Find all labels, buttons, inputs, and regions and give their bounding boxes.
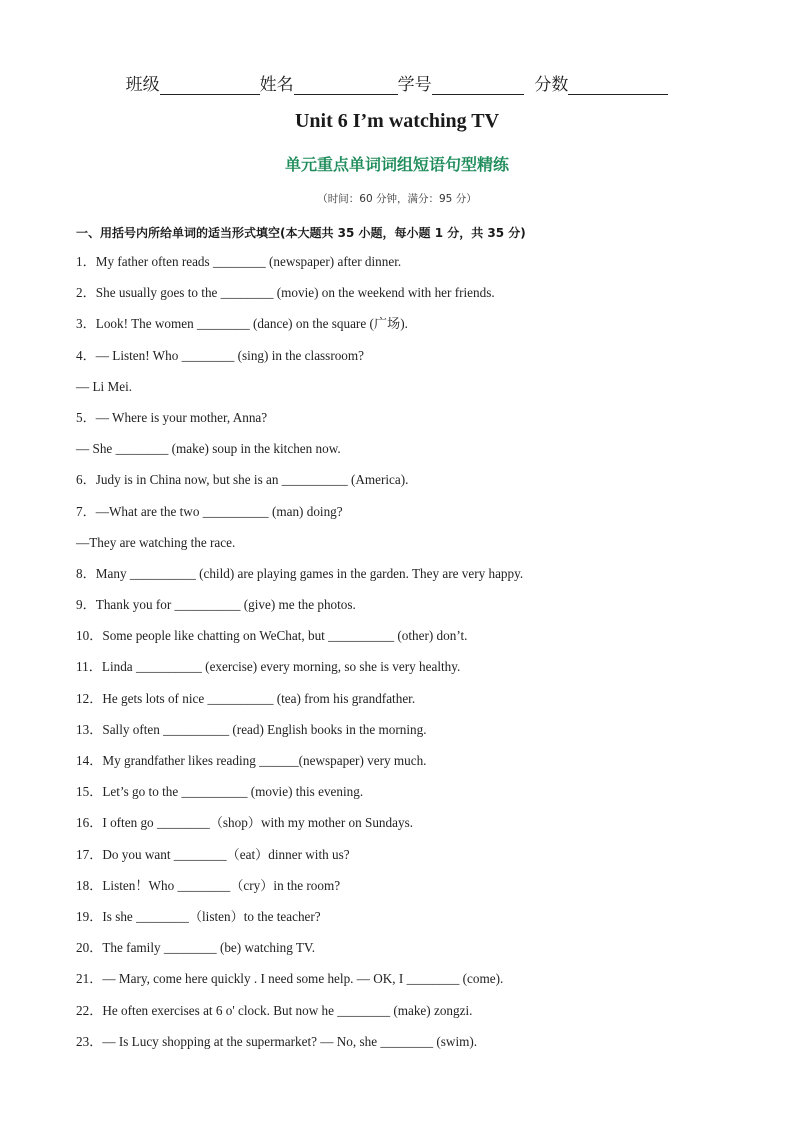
question-line: 16．I often go ________（shop）with my mother on Sundays.	[76, 815, 413, 831]
student-info-line	[0, 70, 794, 95]
section-heading: 一、用括号内所给单词的适当形式填空(本大题共 35 小题，每小题 1 分，共 35 分)	[76, 226, 526, 240]
question-line: 7．—What are the two __________ (man) doing?	[76, 503, 343, 519]
question-line: 2．She usually goes to the ________ (movie) on the weekend with her friends.	[76, 285, 495, 301]
name-label: 姓名	[259, 75, 294, 95]
question-line: 21．— Mary, come here quickly . I need some help. — OK, I ________ (come).	[76, 971, 504, 987]
answer-line: — She ________ (make) soup in the kitchen now.	[76, 441, 341, 457]
question-line: 14．My grandfather likes reading ______(newspaper) very much.	[76, 753, 427, 768]
question-line: 4．— Listen! Who ________ (sing) in the classroom?	[76, 347, 365, 363]
question-line: 6．Judy is in China now, but she is an __________ (America).	[76, 472, 409, 488]
question-line: 22．He often exercises at 6 o' clock. But now he ________ (make) zongzi.	[76, 1002, 473, 1018]
question-line: 17．Do you want ________（eat）dinner with us?	[76, 846, 350, 862]
question-line: 1．My father often reads ________ (newspaper) after dinner.	[76, 254, 402, 269]
student-id-blank[interactable]	[432, 76, 524, 95]
question-line: 12．He gets lots of nice __________ (tea) from his grandfather.	[76, 690, 416, 706]
answer-line: — Li Mei.	[76, 378, 133, 394]
question-line: 8．Many __________ (child) are playing games in the garden. They are very happy.	[76, 565, 524, 581]
question-line: 18．Listen！Who ________（cry）in the room?	[76, 877, 341, 893]
question-line: 9．Thank you for __________ (give) me the photos.	[76, 597, 356, 613]
question-list	[76, 251, 736, 1062]
class-blank[interactable]	[160, 76, 260, 95]
answer-line: —They are watching the race.	[76, 534, 236, 550]
question-line: 19．Is she ________（listen）to the teacher?	[76, 908, 321, 924]
question-line: 5．— Where is your mother, Anna?	[76, 409, 268, 425]
name-blank[interactable]	[294, 76, 398, 95]
class-label: 班级	[125, 75, 160, 95]
question-line: 3．Look! The women ________ (dance) on the square (广场).	[76, 316, 408, 332]
question-line: 20．The family ________ (be) watching TV.	[76, 940, 316, 956]
page-title: Unit 6 I’m watching TV	[294, 110, 500, 132]
question-line: 23．— Is Lucy shopping at the supermarket? — No, she ________ (swim).	[76, 1033, 478, 1049]
time-and-score-info: （时间：60 分钟，满分：95 分）	[317, 193, 477, 205]
question-line: 15．Let’s go to the __________ (movie) this evening.	[76, 784, 364, 800]
page-subtitle: 单元重点单词词组短语句型精练	[284, 155, 509, 174]
question-line: 13．Sally often __________ (read) English books in the morning.	[76, 721, 427, 737]
student-id-label: 学号	[397, 75, 432, 95]
score-label: 分数	[534, 75, 569, 95]
question-line: 10．Some people like chatting on WeChat, but __________ (other) don’t.	[76, 628, 468, 644]
score-blank[interactable]	[568, 76, 668, 95]
question-line: 11．Linda __________ (exercise) every morning, so she is very healthy.	[76, 659, 461, 675]
